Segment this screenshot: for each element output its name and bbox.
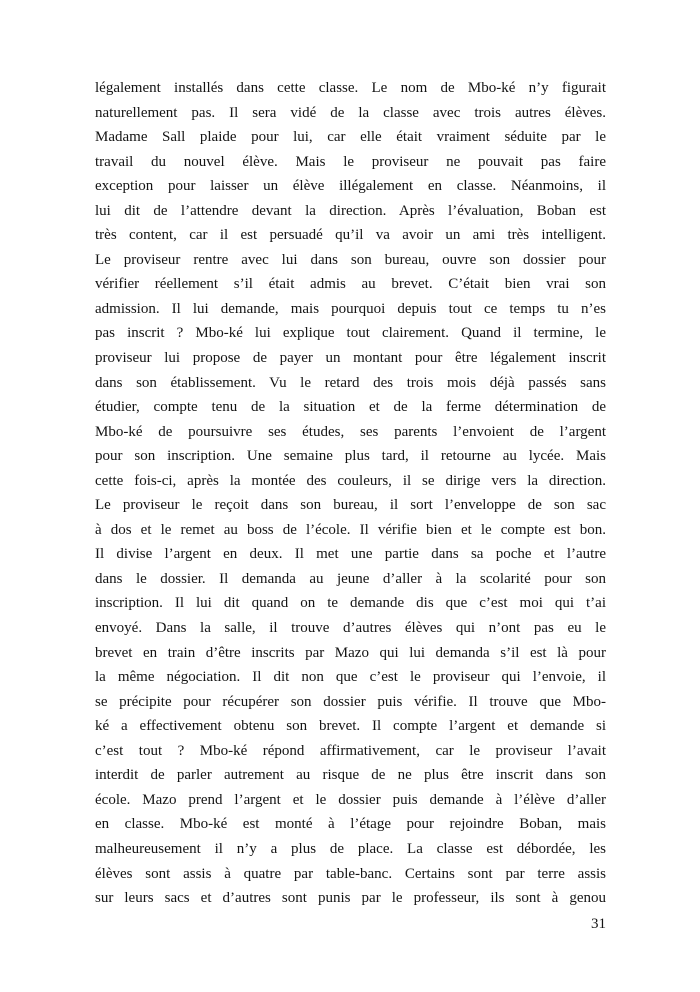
text-line: Le proviseur rentre avec lui dans son bureau, ouvre son dossier pour: [95, 251, 606, 268]
text-line: se précipite pour récupérer son dossier puis vérifie. Il trouve que Mbo-: [95, 693, 606, 710]
text-line: c’est tout ? Mbo-ké répond affirmativement, car le proviseur l’avait: [95, 742, 606, 759]
text-line: très content, car il est persuadé qu’il va avoir un ami très intelligent.: [95, 227, 606, 244]
text-line: interdit de parler autrement au risque de ne plus être inscrit dans son: [95, 767, 606, 784]
text-line: naturellement pas. Il sera vidé de la classe avec trois autres élèves.: [95, 104, 606, 121]
text-line: admission. Il lui demande, mais pourquoi depuis tout ce temps tu n’es: [95, 300, 606, 317]
text-line: exception pour laisser un élève illégalement en classe. Néanmoins, il: [95, 178, 606, 195]
text-line: lui dit de l’attendre devant la direction. Après l’évaluation, Boban est: [95, 202, 606, 219]
text-line: pas inscrit ? Mbo-ké lui explique tout clairement. Quand il termine, le: [95, 325, 606, 342]
text-line: dans le dossier. Il demanda au jeune d’aller à la scolarité pour son: [95, 570, 606, 587]
text-line: brevet en train d’être inscrits par Mazo qui lui demanda s’il est là pour: [95, 644, 606, 661]
text-line: proviseur lui propose de payer un montant pour être légalement inscrit: [95, 350, 606, 367]
text-line: la même négociation. Il dit non que c’est le proviseur qui l’envoie, il: [95, 669, 606, 686]
text-line: envoyé. Dans la salle, il trouve d’autres élèves qui n’ont pas eu le: [95, 620, 606, 637]
text-line: vérifier réellement s’il était admis au brevet. C’était bien vrai son: [95, 276, 606, 293]
text-line: Mbo-ké de poursuivre ses études, ses parents l’envoient de l’argent: [95, 423, 606, 440]
text-line: Le proviseur le reçoit dans son bureau, il sort l’enveloppe de son sac: [95, 497, 606, 514]
text-line: sur leurs sacs et d’autres sont punis par le professeur, ils sont à genou: [95, 890, 606, 907]
text-line: cette fois-ci, après la montée des couleurs, il se dirige vers la direction.: [95, 472, 606, 489]
paragraph-text: [95, 76, 606, 911]
text-line: malheureusement il n’y a plus de place. La classe est débordée, les: [95, 840, 606, 857]
text-line: pour son inscription. Une semaine plus tard, il retourne au lycée. Mais: [95, 448, 606, 465]
text-line: Madame Sall plaide pour lui, car elle était vraiment séduite par le: [95, 129, 606, 146]
page-footer: [95, 914, 606, 934]
text-line: école. Mazo prend l’argent et le dossier puis demande à l’élève d’aller: [95, 791, 606, 808]
text-line: légalement installés dans cette classe. Le nom de Mbo-ké n’y figurait: [95, 80, 606, 96]
text-line: en classe. Mbo-ké est monté à l’étage pour rejoindre Boban, mais: [95, 816, 606, 833]
text-line: à dos et le remet au boss de l’école. Il vérifie bien et le compte est bon.: [95, 521, 606, 538]
text-line: Il divise l’argent en deux. Il met une partie dans sa poche et l’autre: [95, 546, 606, 563]
text-line: ké a effectivement obtenu son brevet. Il compte l’argent et demande si: [95, 718, 606, 735]
text-line: inscription. Il lui dit quand on te demande dis que c’est moi qui t’ai: [95, 595, 606, 612]
text-line: étudier, compte tenu de la situation et de la ferme détermination de: [95, 399, 606, 416]
text-line: dans son établissement. Vu le retard des trois mois déjà passés sans: [95, 374, 606, 391]
text-line: élèves sont assis à quatre par table-banc. Certains sont par terre assis: [95, 865, 606, 882]
text-line: travail du nouvel élève. Mais le proviseur ne pouvait pas faire: [95, 153, 606, 170]
page-number: 31: [591, 916, 606, 932]
